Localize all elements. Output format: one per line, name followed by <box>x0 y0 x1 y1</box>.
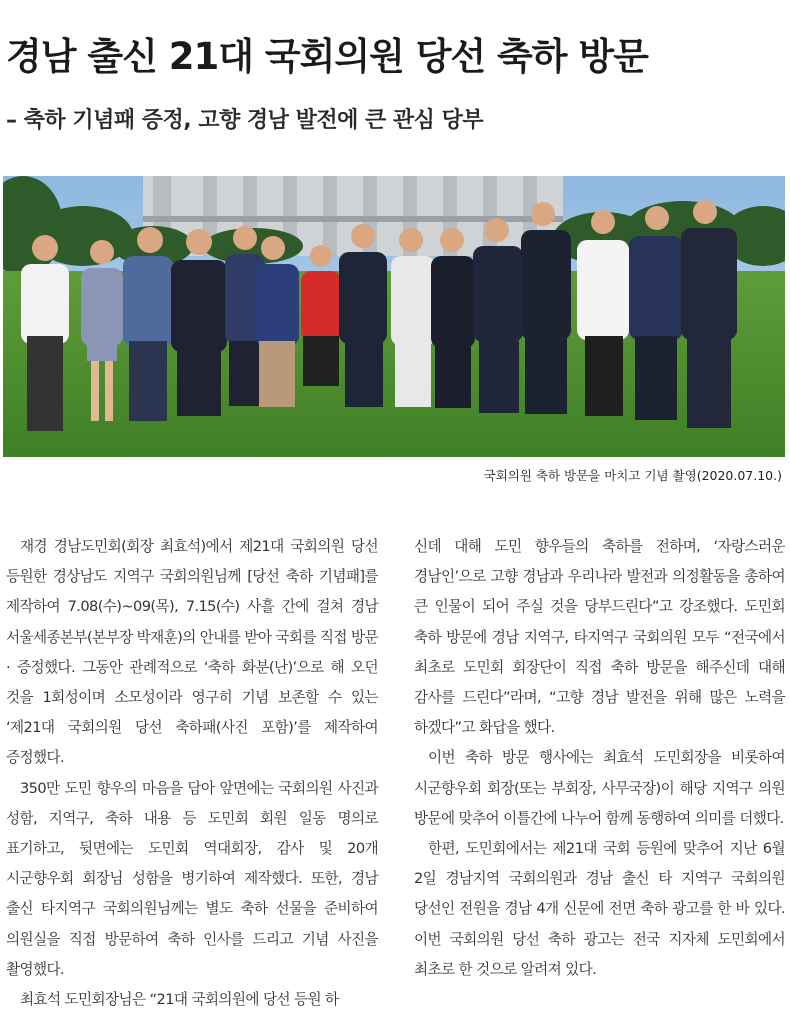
body-paragraph: 350만 도민 향우의 마음을 담아 앞면에는 국회의원 사진과 성함, 지역구, 축하 내용 등 도민회 회원 일동 명의로 표기하고, 뒷면에는 도민회 역대회장, 감사 및 20개 시군향우회 회장님 성함을 병기하여 제작했다. 또한, 경남 출신 타지역구 국회의원님께는 별도 축하 선물을 준비하여 의원실을 직접 방문하여 축하 인사를 드리고 기념 사진을 촬영했다. <box>6 779 378 978</box>
body-paragraph: 최효석 도민회장님은 “21대 국회의원에 당선 등원 하 <box>20 991 339 1009</box>
group-photo <box>3 176 785 457</box>
body-paragraph: 재경 경남도민회(회장 최효석)에서 제21대 국회의원 당선 등원한 경상남도 지역구 국회의원님께 [당선 축하 기념패]를 제작하여 7.08(수)~09(목), 7.15(수) 사흘 간에 걸쳐 경남 서울세종본부(본부장 박재훈)의 안내를 받아 국회를 직접 방문 · 증정했다. 그동안 관례적으로 ‘축하 화분(난)’으로 해 오던 것을 1회성이며 소모성이라 영구히 기념 보존할 수 있는 ‘제21대 국회의원 당선 축하패(사진 포함)’를 제작하여 증정했다. <box>6 538 378 767</box>
body-paragraph: 이번 축하 방문 행사에는 최효석 도민회장을 비롯하여 시군향우회 회장(또는 부회장, 사무국장)이 해당 지역구 의원 방문에 맞추어 이틀간에 나누어 함께 동행하여 의미를 더했다. <box>414 749 785 827</box>
article-title: 경남 출신 21대 국회의원 당선 축하 방문 <box>6 35 648 78</box>
article-subtitle: – 축하 기념패 증정, 고향 경남 발전에 큰 관심 당부 <box>6 108 484 133</box>
photo-caption: 국회의원 축하 방문을 마치고 기념 촬영(2020.07.10.) <box>483 468 782 483</box>
article-body-right <box>414 532 785 985</box>
article-body-left <box>6 532 378 1015</box>
body-paragraph: 신데 대해 도민 향우들의 축하를 전하며, ‘자랑스러운 경남인’으로 고향 경남과 우리나라 발전과 의정활동을 총하여 큰 인물이 되어 주실 것을 당부드린다”고 강조했다. 도민회 축하 방문에 경남 지역구, 타지역구 국회의원 모두 “전국에서 최초로 도민회 회장단이 직접 축하 방문을 해주신데 대해 감사를 드린다”라며, “고향 경남 발전을 위해 많은 노력을 하겠다”고 화답을 했다. <box>414 538 785 737</box>
body-paragraph: 한편, 도민회에서는 제21대 국회 등원에 맞추어 지난 6월 2일 경남지역 국회의원과 경남 출신 타 지역구 국회의원 당선인 전원을 경남 4개 신문에 전면 축하 광고를 한 바 있다. 이번 국회의원 당선 축하 광고는 전국 지자체 도민회에서 최초로 한 것으로 알려져 있다. <box>414 840 785 978</box>
